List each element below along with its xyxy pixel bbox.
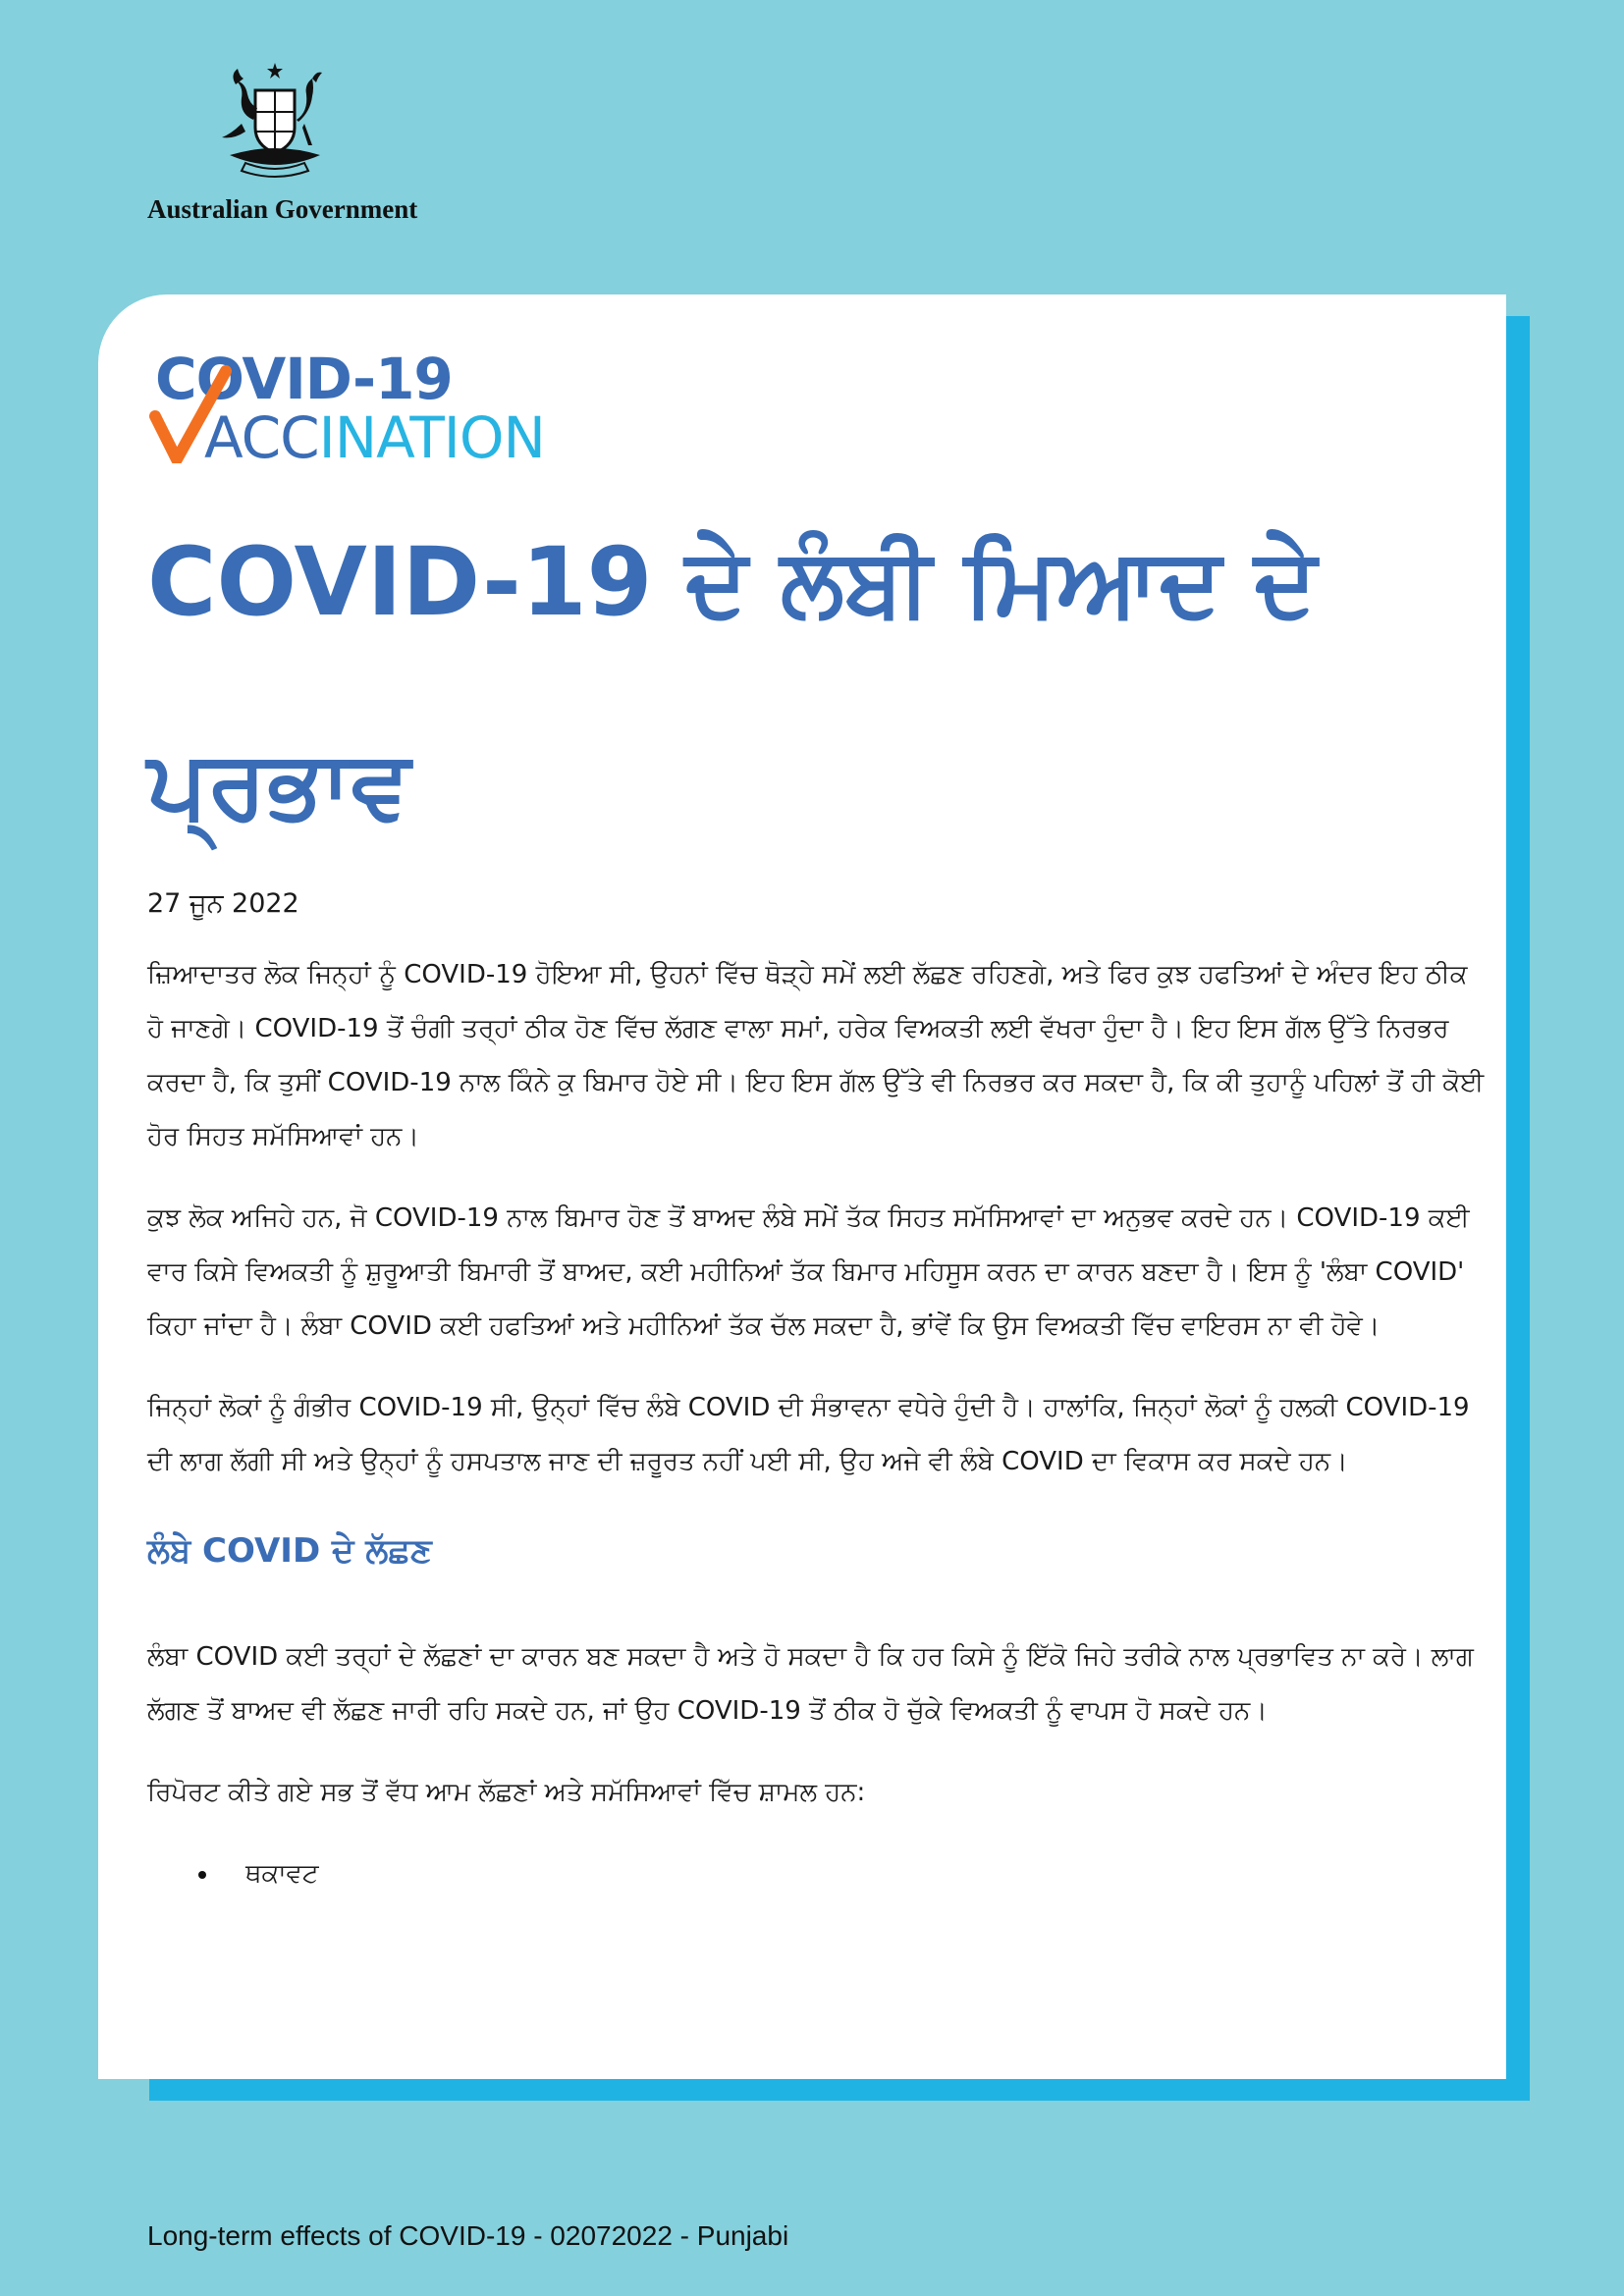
government-name: Australian Government xyxy=(147,194,418,224)
paragraph: ਜ਼ਿਆਦਾਤਰ ਲੋਕ ਜਿਨ੍ਹਾਂ ਨੂੰ COVID-19 ਹੋਇਆ ਸੀ, ਉਹਨਾਂ ਵਿੱਚ ਥੋੜ੍ਹੇ ਸਮੇਂ ਲਈ ਲੱਛਣ ਰਹਿਣਗੇ, ਅਤੇ ਫਿਰ ਕੁਝ ਹਫਤਿਆਂ ਦੇ ਅੰਦਰ ਇਹ ਠੀਕ ਹੋ ਜਾਣਗੇ। COVID-19 ਤੋਂ ਚੰਗੀ ਤਰ੍ਹਾਂ ਠੀਕ ਹੋਣ ਵਿੱਚ ਲੱਗਣ ਵਾਲਾ ਸਮਾਂ, ਹਰੇਕ ਵਿਅਕਤੀ ਲਈ ਵੱਖਰਾ ਹੁੰਦਾ ਹੈ। ਇਹ ਇਸ ਗੱਲ ਉੱਤੇ ਨਿਰਭਰ ਕਰਦਾ ਹੈ, ਕਿ ਤੁਸੀਂ COVID-19 ਨਾਲ ਕਿੰਨੇ ਕੁ ਬਿਮਾਰ ਹੋਏ ਸੀ। ਇਹ ਇਸ ਗੱਲ ਉੱਤੇ ਵੀ ਨਿਰਭਰ ਕਰ ਸਕਦਾ ਹੈ, ਕਿ ਕੀ ਤੁਹਾਨੂੰ ਪਹਿਲਾਂ ਤੋਂ ਹੀ ਕੋਈ ਹੋਰ ਸਿਹਤ ਸਮੱਸਿਆਵਾਂ ਹਨ। xyxy=(147,960,1485,1151)
logo-line2-suffix: INATION xyxy=(318,404,545,471)
logo-line2-prefix: ACC xyxy=(204,404,319,471)
australian-coat-of-arms-icon xyxy=(216,61,334,188)
orange-checkmark-icon xyxy=(147,365,236,463)
logo-line1: COVID-19 xyxy=(155,346,453,412)
document-body xyxy=(147,883,1485,1900)
symptom-list xyxy=(147,1847,1485,1900)
paragraph: ਲੰਬਾ COVID ਕਈ ਤਰ੍ਹਾਂ ਦੇ ਲੱਛਣਾਂ ਦਾ ਕਾਰਨ ਬਣ ਸਕਦਾ ਹੈ ਅਤੇ ਹੋ ਸਕਦਾ ਹੈ ਕਿ ਹਰ ਕਿਸੇ ਨੂੰ ਇੱਕੋ ਜਿਹੇ ਤਰੀਕੇ ਨਾਲ ਪ੍ਰਭਾਵਿਤ ਨਾ ਕਰੇ। ਲਾਗ ਲੱਗਣ ਤੋਂ ਬਾਅਦ ਵੀ ਲੱਛਣ ਜਾਰੀ ਰਹਿ ਸਕਦੇ ਹਨ, ਜਾਂ ਉਹ COVID-19 ਤੋਂ ਠੀਕ ਹੋ ਚੁੱਕੇ ਵਿਅਕਤੀ ਨੂੰ ਵਾਪਸ ਹੋ ਸਕਦੇ ਹਨ। xyxy=(147,1642,1474,1726)
list-item: ਥਕਾਵਟ xyxy=(147,1847,1485,1900)
paragraph: ਰਿਪੋਰਟ ਕੀਤੇ ਗਏ ਸਭ ਤੋਂ ਵੱਧ ਆਮ ਲੱਛਣਾਂ ਅਤੇ ਸਮੱਸਿਆਵਾਂ ਵਿੱਚ ਸ਼ਾਮਲ ਹਨ: xyxy=(147,1778,866,1807)
paragraph: ਕੁਝ ਲੋਕ ਅਜਿਹੇ ਹਨ, ਜੋ COVID-19 ਨਾਲ ਬਿਮਾਰ ਹੋਣ ਤੋਂ ਬਾਅਦ ਲੰਬੇ ਸਮੇਂ ਤੱਕ ਸਿਹਤ ਸਮੱਸਿਆਵਾਂ ਦਾ ਅਨੁਭਵ ਕਰਦੇ ਹਨ। COVID-19 ਕਈ ਵਾਰ ਕਿਸੇ ਵਿਅਕਤੀ ਨੂੰ ਸ਼ੁਰੂਆਤੀ ਬਿਮਾਰੀ ਤੋਂ ਬਾਅਦ, ਕਈ ਮਹੀਨਿਆਂ ਤੱਕ ਬਿਮਾਰ ਮਹਿਸੂਸ ਕਰਨ ਦਾ ਕਾਰਨ ਬਣਦਾ ਹੈ। ਇਸ ਨੂੰ 'ਲੰਬਾ COVID' ਕਿਹਾ ਜਾਂਦਾ ਹੈ। ਲੰਬਾ COVID ਕਈ ਹਫਤਿਆਂ ਅਤੇ ਮਹੀਨਿਆਂ ਤੱਕ ਚੱਲ ਸਕਦਾ ਹੈ, ਭਾਂਵੇਂ ਕਿ ਉਸ ਵਿਅਕਤੀ ਵਿੱਚ ਵਾਇਰਸ ਨਾ ਵੀ ਹੋਵੇ। xyxy=(147,1203,1470,1341)
document-date: 27 ਜੂਨ 2022 xyxy=(147,888,299,919)
section-heading: ਲੰਬੇ COVID ਦੇ ਲੱਛਣ xyxy=(147,1531,432,1571)
footer-text: Long-term effects of COVID-19 - 02072022 - Punjabi xyxy=(147,2220,789,2251)
page-title: COVID-19 ਦੇ ਲੰਬੀ ਮਿਆਦ ਦੇ ਪ੍ਰਭਾਵ xyxy=(147,527,1317,839)
paragraph: ਜਿਨ੍ਹਾਂ ਲੋਕਾਂ ਨੂੰ ਗੰਭੀਰ COVID-19 ਸੀ, ਉਨ੍ਹਾਂ ਵਿੱਚ ਲੰਬੇ COVID ਦੀ ਸੰਭਾਵਨਾ ਵਧੇਰੇ ਹੁੰਦੀ ਹੈ। ਹਾਲਾਂਕਿ, ਜਿਨ੍ਹਾਂ ਲੋਕਾਂ ਨੂੰ ਹਲਕੀ COVID-19 ਦੀ ਲਾਗ ਲੱਗੀ ਸੀ ਅਤੇ ਉਨ੍ਹਾਂ ਨੂੰ ਹਸਪਤਾਲ ਜਾਣ ਦੀ ਜ਼ਰੂਰਤ ਨਹੀਂ ਪਈ ਸੀ, ਉਹ ਅਜੇ ਵੀ ਲੰਬੇ COVID ਦਾ ਵਿਕਾਸ ਕਰ ਸਕਦੇ ਹਨ। xyxy=(147,1393,1470,1476)
covid-vaccination-logo xyxy=(147,346,599,471)
